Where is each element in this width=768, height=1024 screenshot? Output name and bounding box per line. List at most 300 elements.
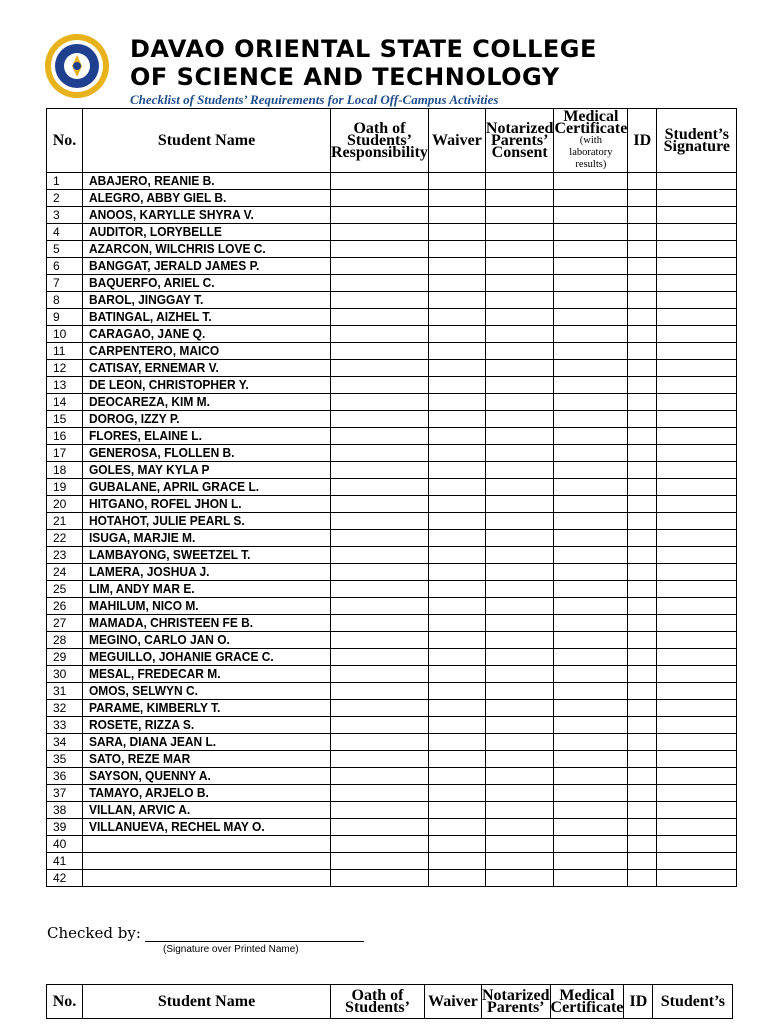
- waiver-checkbox-cell[interactable]: [428, 751, 485, 768]
- medical-certificate-checkbox-cell[interactable]: [554, 649, 628, 666]
- id-checkbox-cell[interactable]: [628, 734, 657, 751]
- student-name-cell: HITGANO, ROFEL JHON L.: [83, 496, 311, 513]
- notarized-consent-checkbox-cell[interactable]: [485, 598, 554, 615]
- waiver-checkbox-cell[interactable]: [428, 819, 485, 836]
- row-number: 8: [47, 292, 83, 309]
- signature-cell[interactable]: [657, 615, 737, 632]
- notarized-consent-checkbox-cell[interactable]: [485, 768, 554, 785]
- id-checkbox-cell[interactable]: [628, 292, 657, 309]
- signature-cell[interactable]: [657, 258, 737, 275]
- medical-certificate-checkbox-cell[interactable]: [554, 377, 628, 394]
- waiver-checkbox-cell[interactable]: [428, 292, 485, 309]
- oath-checkbox-cell[interactable]: [331, 292, 429, 309]
- id-checkbox-cell[interactable]: [628, 802, 657, 819]
- oath-checkbox-cell[interactable]: [331, 819, 429, 836]
- id-checkbox-cell[interactable]: [628, 411, 657, 428]
- table-row: [47, 700, 737, 717]
- signature-cell[interactable]: [657, 632, 737, 649]
- id-checkbox-cell[interactable]: [628, 751, 657, 768]
- signature-cell[interactable]: [657, 326, 737, 343]
- waiver-checkbox-cell[interactable]: [428, 496, 485, 513]
- medical-certificate-checkbox-cell[interactable]: [554, 717, 628, 734]
- oath-checkbox-cell[interactable]: [331, 649, 429, 666]
- signature-cell[interactable]: [657, 479, 737, 496]
- waiver-checkbox-cell[interactable]: [428, 683, 485, 700]
- header-oath-line2: Students’: [347, 131, 412, 149]
- notarized-consent-checkbox-cell[interactable]: [485, 428, 554, 445]
- notarized-consent-checkbox-cell[interactable]: [485, 360, 554, 377]
- medical-certificate-checkbox-cell[interactable]: [554, 292, 628, 309]
- oath-checkbox-cell[interactable]: [331, 462, 429, 479]
- signature-cell[interactable]: [657, 547, 737, 564]
- row-number: 15: [47, 411, 83, 428]
- table-row: [47, 751, 737, 768]
- oath-checkbox-cell[interactable]: [331, 428, 429, 445]
- id-checkbox-cell[interactable]: [628, 258, 657, 275]
- id-checkbox-cell[interactable]: [628, 190, 657, 207]
- header-medical-line5: results): [575, 158, 607, 170]
- row-number: 10: [47, 326, 83, 343]
- medical-certificate-checkbox-cell[interactable]: [554, 326, 628, 343]
- notarized-consent-checkbox-cell[interactable]: [485, 377, 554, 394]
- waiver-checkbox-cell[interactable]: [428, 173, 485, 190]
- notarized-consent-checkbox-cell[interactable]: [485, 479, 554, 496]
- waiver-checkbox-cell[interactable]: [428, 258, 485, 275]
- signature-cell[interactable]: [657, 394, 737, 411]
- row-number: 30: [47, 666, 83, 683]
- table-row: [47, 190, 737, 207]
- signature-cell[interactable]: [657, 428, 737, 445]
- waiver-checkbox-cell[interactable]: [428, 717, 485, 734]
- signature-cell[interactable]: [657, 496, 737, 513]
- id-checkbox-cell[interactable]: [628, 326, 657, 343]
- oath-checkbox-cell[interactable]: [331, 853, 429, 870]
- id-checkbox-cell[interactable]: [628, 462, 657, 479]
- medical-certificate-checkbox-cell[interactable]: [554, 700, 628, 717]
- waiver-checkbox-cell[interactable]: [428, 462, 485, 479]
- id-checkbox-cell[interactable]: [628, 513, 657, 530]
- notarized-consent-checkbox-cell[interactable]: [485, 496, 554, 513]
- medical-certificate-checkbox-cell[interactable]: [554, 768, 628, 785]
- waiver-checkbox-cell[interactable]: [428, 649, 485, 666]
- waiver-checkbox-cell[interactable]: [428, 785, 485, 802]
- oath-checkbox-cell[interactable]: [331, 258, 429, 275]
- notarized-consent-checkbox-cell[interactable]: [485, 853, 554, 870]
- notarized-consent-checkbox-cell[interactable]: [485, 870, 554, 887]
- oath-checkbox-cell[interactable]: [331, 360, 429, 377]
- medical-certificate-checkbox-cell[interactable]: [554, 190, 628, 207]
- waiver-checkbox-cell[interactable]: [428, 513, 485, 530]
- student-name-cell: [83, 870, 311, 887]
- id-checkbox-cell[interactable]: [628, 547, 657, 564]
- signature-cell[interactable]: [657, 343, 737, 360]
- signature-cell[interactable]: [657, 173, 737, 190]
- waiver-checkbox-cell[interactable]: [428, 445, 485, 462]
- notarized-consent-checkbox-cell[interactable]: [485, 513, 554, 530]
- id-checkbox-cell[interactable]: [628, 632, 657, 649]
- medical-certificate-checkbox-cell[interactable]: [554, 241, 628, 258]
- notarized-consent-checkbox-cell[interactable]: [485, 309, 554, 326]
- id-checkbox-cell[interactable]: [628, 836, 657, 853]
- signature-cell[interactable]: [657, 462, 737, 479]
- signature-cell[interactable]: [657, 751, 737, 768]
- oath-checkbox-cell[interactable]: [331, 224, 429, 241]
- medical-certificate-checkbox-cell[interactable]: [554, 496, 628, 513]
- id-checkbox-cell[interactable]: [628, 360, 657, 377]
- oath-checkbox-cell[interactable]: [331, 530, 429, 547]
- header-medical-line2: Certificate: [554, 119, 628, 137]
- id-checkbox-cell[interactable]: [628, 479, 657, 496]
- id-checkbox-cell[interactable]: [628, 428, 657, 445]
- medical-certificate-checkbox-cell[interactable]: [554, 428, 628, 445]
- notarized-consent-checkbox-cell[interactable]: [485, 292, 554, 309]
- signature-cell[interactable]: [657, 717, 737, 734]
- waiver-checkbox-cell[interactable]: [428, 275, 485, 292]
- medical-certificate-checkbox-cell[interactable]: [554, 445, 628, 462]
- medical-certificate-checkbox-cell[interactable]: [554, 394, 628, 411]
- medical-certificate-checkbox-cell[interactable]: [554, 479, 628, 496]
- oath-checkbox-cell[interactable]: [331, 768, 429, 785]
- notarized-consent-checkbox-cell[interactable]: [485, 700, 554, 717]
- medical-certificate-checkbox-cell[interactable]: [554, 615, 628, 632]
- notarized-consent-checkbox-cell[interactable]: [485, 547, 554, 564]
- waiver-checkbox-cell[interactable]: [428, 207, 485, 224]
- row-number: 37: [47, 785, 83, 802]
- student-name-cell: MESAL, FREDECAR M.: [83, 666, 311, 683]
- notarized-consent-checkbox-cell[interactable]: [485, 411, 554, 428]
- row-number: 35: [47, 751, 83, 768]
- notarized-consent-checkbox-cell[interactable]: [485, 462, 554, 479]
- waiver-checkbox-cell[interactable]: [428, 598, 485, 615]
- notarized-consent-checkbox-cell[interactable]: [485, 615, 554, 632]
- medical-certificate-checkbox-cell[interactable]: [554, 173, 628, 190]
- medical-certificate-checkbox-cell[interactable]: [554, 683, 628, 700]
- signature-cell[interactable]: [657, 853, 737, 870]
- medical-certificate-checkbox-cell[interactable]: [554, 598, 628, 615]
- medical-certificate-checkbox-cell[interactable]: [554, 411, 628, 428]
- table-row: [47, 258, 737, 275]
- waiver-checkbox-cell[interactable]: [428, 734, 485, 751]
- signature-cell[interactable]: [657, 224, 737, 241]
- row-number: 18: [47, 462, 83, 479]
- signature-cell[interactable]: [657, 666, 737, 683]
- notarized-consent-checkbox-cell[interactable]: [485, 326, 554, 343]
- id-checkbox-cell[interactable]: [628, 717, 657, 734]
- medical-certificate-checkbox-cell[interactable]: [554, 581, 628, 598]
- oath-checkbox-cell[interactable]: [331, 683, 429, 700]
- id-checkbox-cell[interactable]: [628, 445, 657, 462]
- signature-cell[interactable]: [657, 360, 737, 377]
- signature-cell[interactable]: [657, 785, 737, 802]
- medical-certificate-checkbox-cell[interactable]: [554, 632, 628, 649]
- medical-certificate-checkbox-cell[interactable]: [554, 309, 628, 326]
- id-checkbox-cell[interactable]: [628, 343, 657, 360]
- notarized-consent-checkbox-cell[interactable]: [485, 530, 554, 547]
- waiver-checkbox-cell[interactable]: [428, 394, 485, 411]
- row-number: 31: [47, 683, 83, 700]
- id-checkbox-cell[interactable]: [628, 666, 657, 683]
- oath-checkbox-cell[interactable]: [331, 326, 429, 343]
- medical-certificate-checkbox-cell[interactable]: [554, 275, 628, 292]
- id-checkbox-cell[interactable]: [628, 394, 657, 411]
- oath-checkbox-cell[interactable]: [331, 751, 429, 768]
- waiver-checkbox-cell[interactable]: [428, 241, 485, 258]
- waiver-checkbox-cell[interactable]: [428, 853, 485, 870]
- header-medical-line2: Certificate: [550, 998, 624, 1016]
- medical-certificate-checkbox-cell[interactable]: [554, 564, 628, 581]
- signature-cell[interactable]: [657, 819, 737, 836]
- signature-cell[interactable]: [657, 530, 737, 547]
- waiver-checkbox-cell[interactable]: [428, 615, 485, 632]
- waiver-checkbox-cell[interactable]: [428, 768, 485, 785]
- waiver-checkbox-cell[interactable]: [428, 564, 485, 581]
- notarized-consent-checkbox-cell[interactable]: [485, 258, 554, 275]
- row-number: 14: [47, 394, 83, 411]
- table-row: [47, 836, 737, 853]
- waiver-checkbox-cell[interactable]: [428, 411, 485, 428]
- student-name-cell: ROSETE, RIZZA S.: [83, 717, 311, 734]
- medical-certificate-checkbox-cell[interactable]: [554, 751, 628, 768]
- notarized-consent-checkbox-cell[interactable]: [485, 224, 554, 241]
- oath-checkbox-cell[interactable]: [331, 479, 429, 496]
- student-name-cell: GENEROSA, FLOLLEN B.: [83, 445, 311, 462]
- oath-checkbox-cell[interactable]: [331, 377, 429, 394]
- waiver-checkbox-cell[interactable]: [428, 309, 485, 326]
- row-number: 22: [47, 530, 83, 547]
- notarized-consent-checkbox-cell[interactable]: [485, 785, 554, 802]
- student-name-cell: MAHILUM, NICO M.: [83, 598, 311, 615]
- id-checkbox-cell[interactable]: [628, 309, 657, 326]
- notarized-consent-checkbox-cell[interactable]: [485, 836, 554, 853]
- oath-checkbox-cell[interactable]: [331, 207, 429, 224]
- signature-cell[interactable]: [657, 581, 737, 598]
- oath-checkbox-cell[interactable]: [331, 343, 429, 360]
- oath-checkbox-cell[interactable]: [331, 496, 429, 513]
- id-checkbox-cell[interactable]: [628, 377, 657, 394]
- notarized-consent-checkbox-cell[interactable]: [485, 717, 554, 734]
- medical-certificate-checkbox-cell[interactable]: [554, 530, 628, 547]
- id-checkbox-cell[interactable]: [628, 649, 657, 666]
- signature-cell[interactable]: [657, 649, 737, 666]
- medical-certificate-checkbox-cell[interactable]: [554, 802, 628, 819]
- notarized-consent-checkbox-cell[interactable]: [485, 666, 554, 683]
- waiver-checkbox-cell[interactable]: [428, 326, 485, 343]
- medical-certificate-checkbox-cell[interactable]: [554, 207, 628, 224]
- student-name-cell: MEGINO, CARLO JAN O.: [83, 632, 311, 649]
- id-checkbox-cell[interactable]: [628, 275, 657, 292]
- waiver-checkbox-cell[interactable]: [428, 479, 485, 496]
- notarized-consent-checkbox-cell[interactable]: [485, 819, 554, 836]
- oath-checkbox-cell[interactable]: [331, 734, 429, 751]
- waiver-checkbox-cell[interactable]: [428, 428, 485, 445]
- medical-certificate-checkbox-cell[interactable]: [554, 547, 628, 564]
- waiver-checkbox-cell[interactable]: [428, 224, 485, 241]
- student-name-cell: OMOS, SELWYN C.: [83, 683, 311, 700]
- signature-cell[interactable]: [657, 275, 737, 292]
- id-checkbox-cell[interactable]: [628, 853, 657, 870]
- student-name-cell: MAMADA, CHRISTEEN FE B.: [83, 615, 311, 632]
- waiver-checkbox-cell[interactable]: [428, 547, 485, 564]
- oath-checkbox-cell[interactable]: [331, 445, 429, 462]
- header-oath: [331, 109, 429, 173]
- signature-cell[interactable]: [657, 802, 737, 819]
- oath-checkbox-cell[interactable]: [331, 275, 429, 292]
- waiver-checkbox-cell[interactable]: [428, 377, 485, 394]
- id-checkbox-cell[interactable]: [628, 615, 657, 632]
- signature-cell[interactable]: [657, 309, 737, 326]
- medical-certificate-checkbox-cell[interactable]: [554, 853, 628, 870]
- checked-by-signature-line[interactable]: [145, 941, 364, 942]
- header-oath-line3: Responsibility: [331, 143, 428, 161]
- signature-cell[interactable]: [657, 700, 737, 717]
- table-row: [47, 445, 737, 462]
- medical-certificate-checkbox-cell[interactable]: [554, 819, 628, 836]
- medical-certificate-checkbox-cell[interactable]: [554, 666, 628, 683]
- oath-checkbox-cell[interactable]: [331, 564, 429, 581]
- waiver-checkbox-cell[interactable]: [428, 343, 485, 360]
- signature-cell[interactable]: [657, 411, 737, 428]
- notarized-consent-checkbox-cell[interactable]: [485, 751, 554, 768]
- id-checkbox-cell[interactable]: [628, 870, 657, 887]
- notarized-consent-checkbox-cell[interactable]: [485, 241, 554, 258]
- signature-cell[interactable]: [657, 377, 737, 394]
- oath-checkbox-cell[interactable]: [331, 173, 429, 190]
- signature-cell[interactable]: [657, 870, 737, 887]
- id-checkbox-cell[interactable]: [628, 173, 657, 190]
- college-seal-icon: [38, 33, 116, 99]
- signature-cell[interactable]: [657, 683, 737, 700]
- waiver-checkbox-cell[interactable]: [428, 870, 485, 887]
- signature-cell[interactable]: [657, 564, 737, 581]
- id-checkbox-cell[interactable]: [628, 683, 657, 700]
- oath-checkbox-cell[interactable]: [331, 632, 429, 649]
- notarized-consent-checkbox-cell[interactable]: [485, 445, 554, 462]
- signature-cell[interactable]: [657, 445, 737, 462]
- oath-checkbox-cell[interactable]: [331, 700, 429, 717]
- notarized-consent-checkbox-cell[interactable]: [485, 649, 554, 666]
- row-number: 20: [47, 496, 83, 513]
- notarized-consent-checkbox-cell[interactable]: [485, 173, 554, 190]
- waiver-checkbox-cell[interactable]: [428, 581, 485, 598]
- table-row: [47, 394, 737, 411]
- oath-checkbox-cell[interactable]: [331, 615, 429, 632]
- table-row: [47, 564, 737, 581]
- signature-cell[interactable]: [657, 768, 737, 785]
- waiver-checkbox-cell[interactable]: [428, 802, 485, 819]
- waiver-checkbox-cell[interactable]: [428, 700, 485, 717]
- signature-cell[interactable]: [657, 734, 737, 751]
- signature-cell[interactable]: [657, 836, 737, 853]
- row-number: 3: [47, 207, 83, 224]
- oath-checkbox-cell[interactable]: [331, 394, 429, 411]
- notarized-consent-checkbox-cell[interactable]: [485, 581, 554, 598]
- oath-checkbox-cell[interactable]: [331, 870, 429, 887]
- id-checkbox-cell[interactable]: [628, 581, 657, 598]
- waiver-checkbox-cell[interactable]: [428, 530, 485, 547]
- notarized-consent-checkbox-cell[interactable]: [485, 190, 554, 207]
- oath-checkbox-cell[interactable]: [331, 547, 429, 564]
- medical-certificate-checkbox-cell[interactable]: [554, 258, 628, 275]
- id-checkbox-cell[interactable]: [628, 564, 657, 581]
- waiver-checkbox-cell[interactable]: [428, 190, 485, 207]
- id-checkbox-cell[interactable]: [628, 700, 657, 717]
- table-row: [47, 428, 737, 445]
- oath-checkbox-cell[interactable]: [331, 802, 429, 819]
- oath-checkbox-cell[interactable]: [331, 598, 429, 615]
- student-name-cell: [83, 853, 311, 870]
- oath-checkbox-cell[interactable]: [331, 513, 429, 530]
- notarized-consent-checkbox-cell[interactable]: [485, 275, 554, 292]
- id-checkbox-cell[interactable]: [628, 241, 657, 258]
- id-checkbox-cell[interactable]: [628, 598, 657, 615]
- id-checkbox-cell[interactable]: [628, 530, 657, 547]
- id-checkbox-cell[interactable]: [628, 496, 657, 513]
- medical-certificate-checkbox-cell[interactable]: [554, 734, 628, 751]
- medical-certificate-checkbox-cell[interactable]: [554, 870, 628, 887]
- id-checkbox-cell[interactable]: [628, 768, 657, 785]
- page-subtitle: Checklist of Students’ Requirements for Local Off-Campus Activities: [130, 92, 499, 107]
- waiver-checkbox-cell[interactable]: [428, 360, 485, 377]
- medical-certificate-checkbox-cell[interactable]: [554, 360, 628, 377]
- signature-cell[interactable]: [657, 513, 737, 530]
- signature-cell[interactable]: [657, 598, 737, 615]
- oath-checkbox-cell[interactable]: [331, 241, 429, 258]
- notarized-consent-checkbox-cell[interactable]: [485, 734, 554, 751]
- notarized-consent-checkbox-cell[interactable]: [485, 683, 554, 700]
- id-checkbox-cell[interactable]: [628, 207, 657, 224]
- table-row: [47, 666, 737, 683]
- header-notarized-line2: Parents’: [490, 131, 549, 149]
- oath-checkbox-cell[interactable]: [331, 411, 429, 428]
- id-checkbox-cell[interactable]: [628, 785, 657, 802]
- notarized-consent-checkbox-cell[interactable]: [485, 343, 554, 360]
- medical-certificate-checkbox-cell[interactable]: [554, 343, 628, 360]
- oath-checkbox-cell[interactable]: [331, 785, 429, 802]
- medical-certificate-checkbox-cell[interactable]: [554, 836, 628, 853]
- signature-cell[interactable]: [657, 292, 737, 309]
- waiver-checkbox-cell[interactable]: [428, 666, 485, 683]
- notarized-consent-checkbox-cell[interactable]: [485, 564, 554, 581]
- medical-certificate-checkbox-cell[interactable]: [554, 785, 628, 802]
- signature-cell[interactable]: [657, 207, 737, 224]
- table-row: [47, 292, 737, 309]
- table-row: [47, 785, 737, 802]
- notarized-consent-checkbox-cell[interactable]: [485, 394, 554, 411]
- header-notarized: [482, 985, 551, 1019]
- medical-certificate-checkbox-cell[interactable]: [554, 462, 628, 479]
- id-checkbox-cell[interactable]: [628, 819, 657, 836]
- id-checkbox-cell[interactable]: [628, 224, 657, 241]
- waiver-checkbox-cell[interactable]: [428, 836, 485, 853]
- signature-cell[interactable]: [657, 190, 737, 207]
- oath-checkbox-cell[interactable]: [331, 309, 429, 326]
- oath-checkbox-cell[interactable]: [331, 717, 429, 734]
- notarized-consent-checkbox-cell[interactable]: [485, 632, 554, 649]
- medical-certificate-checkbox-cell[interactable]: [554, 513, 628, 530]
- oath-checkbox-cell[interactable]: [331, 581, 429, 598]
- oath-checkbox-cell[interactable]: [331, 836, 429, 853]
- medical-certificate-checkbox-cell[interactable]: [554, 224, 628, 241]
- row-number: 4: [47, 224, 83, 241]
- oath-checkbox-cell[interactable]: [331, 666, 429, 683]
- student-name-cell: DEOCAREZA, KIM M.: [83, 394, 311, 411]
- student-name-cell: CARAGAO, JANE Q.: [83, 326, 311, 343]
- waiver-checkbox-cell[interactable]: [428, 632, 485, 649]
- notarized-consent-checkbox-cell[interactable]: [485, 207, 554, 224]
- signature-cell[interactable]: [657, 241, 737, 258]
- oath-checkbox-cell[interactable]: [331, 190, 429, 207]
- notarized-consent-checkbox-cell[interactable]: [485, 802, 554, 819]
